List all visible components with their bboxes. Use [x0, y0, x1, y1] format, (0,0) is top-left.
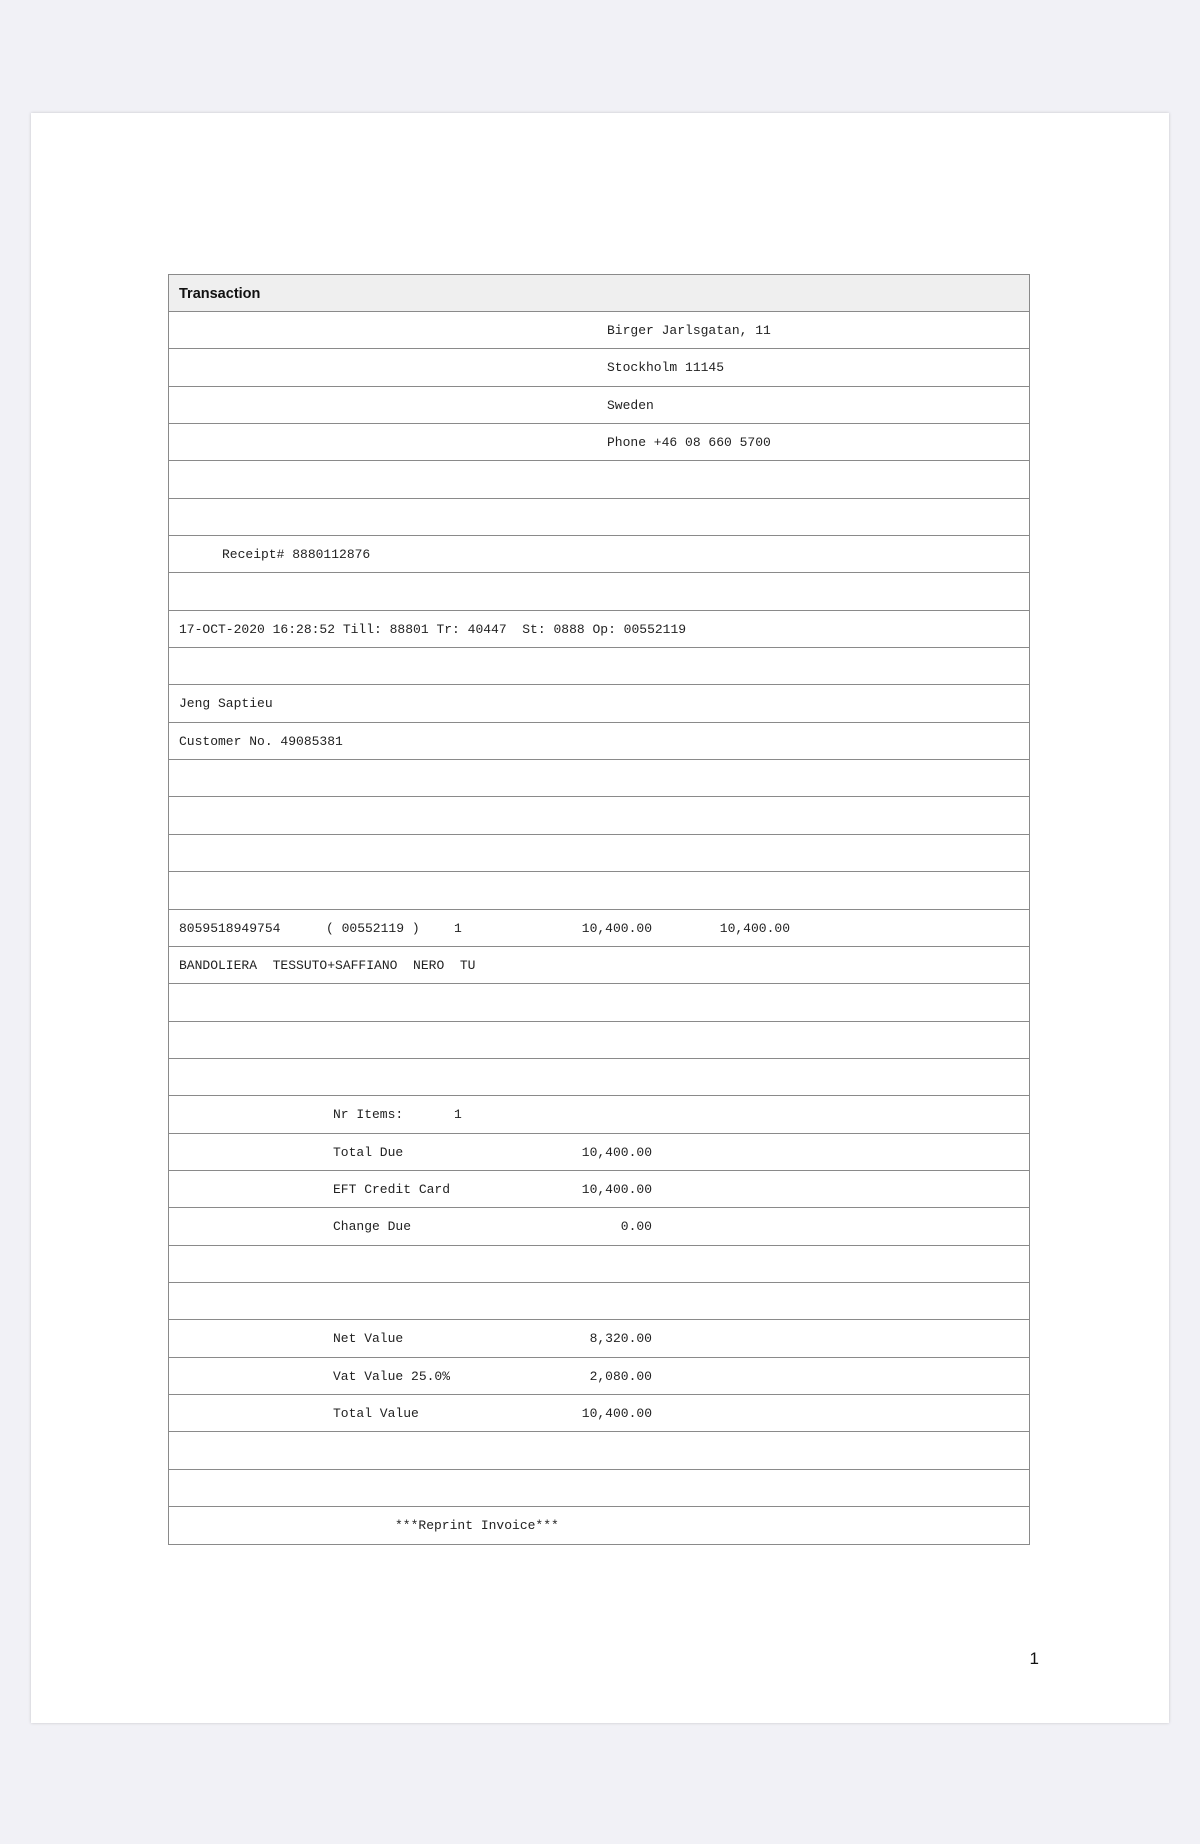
document-page	[31, 113, 1169, 1723]
table-row	[169, 1208, 1029, 1245]
store-address-line1: Birger Jarlsgatan, 11	[607, 323, 771, 338]
item-operator: ( 00552119 )	[326, 920, 420, 936]
item-unit-price: 10,400.00	[581, 920, 652, 936]
nr-items-value: 1	[454, 1107, 462, 1123]
empty-row	[169, 835, 1029, 872]
empty-row	[169, 1283, 1029, 1320]
total-value-label: Total Value	[333, 1405, 419, 1421]
empty-row	[169, 797, 1029, 834]
empty-row	[169, 1470, 1029, 1507]
table-row	[169, 387, 1029, 424]
item-line-total: 10,400.00	[719, 920, 790, 936]
table-row	[169, 349, 1029, 386]
empty-row	[169, 1432, 1029, 1469]
table-row	[169, 947, 1029, 984]
vat-value-label: Vat Value 25.0%	[333, 1368, 451, 1384]
table-row	[169, 312, 1029, 349]
change-due-value: 0.00	[620, 1219, 652, 1235]
receipt-number: Receipt# 8880112876	[222, 547, 371, 563]
item-qty: 1	[454, 920, 462, 936]
empty-row	[169, 984, 1029, 1021]
empty-row	[169, 1246, 1029, 1283]
table-row	[169, 424, 1029, 461]
empty-row	[169, 461, 1029, 498]
empty-row	[169, 648, 1029, 685]
total-due-value: 10,400.00	[581, 1144, 652, 1160]
net-value-label: Net Value	[333, 1331, 404, 1347]
total-due-label: Total Due	[333, 1144, 404, 1160]
table-row	[169, 1320, 1029, 1357]
net-value-amount: 8,320.00	[589, 1331, 652, 1347]
empty-row	[169, 499, 1029, 536]
item-barcode: 8059518949754	[179, 920, 281, 936]
table-row	[169, 1096, 1029, 1133]
page-number: 1	[1029, 1649, 1039, 1668]
reprint-invoice-footer: ***Reprint Invoice***	[395, 1518, 559, 1533]
table-row	[169, 536, 1029, 573]
store-country: Sweden	[607, 397, 654, 413]
vat-value-amount: 2,080.00	[589, 1368, 652, 1384]
total-value-amount: 10,400.00	[581, 1405, 652, 1421]
table-row	[169, 723, 1029, 760]
table-row	[169, 1134, 1029, 1171]
item-row	[169, 910, 1029, 947]
empty-row	[169, 573, 1029, 610]
table-row	[169, 1358, 1029, 1395]
table-row	[169, 1507, 1029, 1544]
item-description: BANDOLIERA TESSUTO+SAFFIANO NERO TU	[179, 957, 476, 973]
eft-credit-card-value: 10,400.00	[581, 1181, 652, 1197]
table-header: Transaction	[169, 275, 1029, 312]
store-address-line2: Stockholm 11145	[607, 360, 725, 376]
empty-row	[169, 1059, 1029, 1096]
customer-number: Customer No. 49085381	[179, 733, 343, 749]
eft-credit-card-label: EFT Credit Card	[333, 1181, 451, 1197]
table-row	[169, 1171, 1029, 1208]
transaction-info: 17-OCT-2020 16:28:52 Till: 88801 Tr: 40447 St: 0888 Op: 00552119	[179, 621, 687, 637]
empty-row	[169, 760, 1029, 797]
table-row	[169, 611, 1029, 648]
customer-name: Jeng Saptieu	[179, 696, 273, 712]
table-row	[169, 685, 1029, 722]
empty-row	[169, 872, 1029, 909]
change-due-label: Change Due	[333, 1219, 412, 1235]
empty-row	[169, 1022, 1029, 1059]
transaction-table	[168, 274, 1030, 1545]
store-phone: Phone +46 08 660 5700	[607, 435, 771, 451]
nr-items-label: Nr Items:	[333, 1107, 404, 1123]
table-row	[169, 1395, 1029, 1432]
